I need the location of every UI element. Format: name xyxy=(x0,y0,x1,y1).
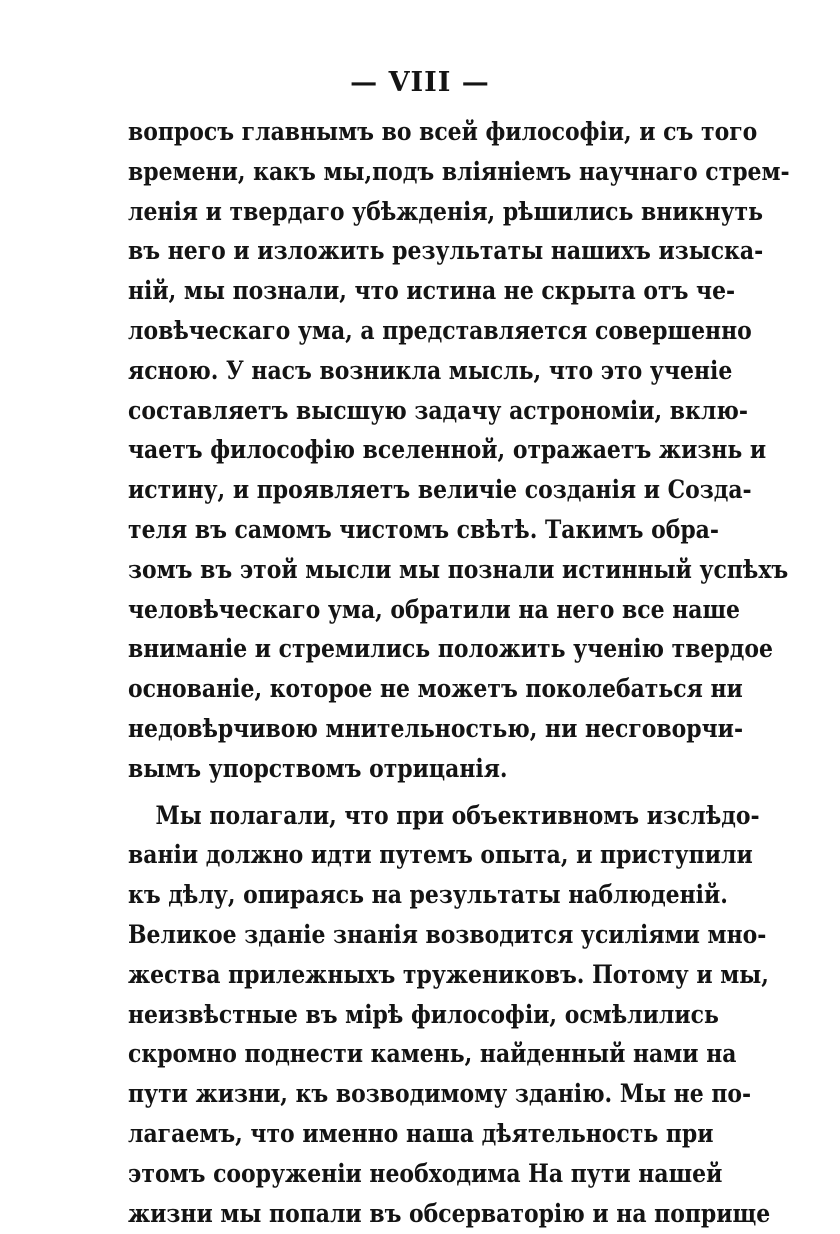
text-line: ловѣческаго ума, а представляется совершенно xyxy=(128,315,752,346)
page-number: — VIII — xyxy=(350,67,490,98)
text-line: Мы полагали, что при объективномъ изслѣдо- xyxy=(155,800,760,831)
text-line: лагаемъ, что именно наша дѣятельность при xyxy=(128,1118,714,1149)
paragraph-1 xyxy=(128,113,790,790)
text-line: основаніе, которое не можетъ поколебаться ни xyxy=(128,674,743,705)
text-line: человѣческаго ума, обратили на него все наше xyxy=(128,594,740,625)
text-line: зомъ въ этой мысли мы познали истинный успѣхъ xyxy=(128,554,789,585)
text-line: скромно поднести камень, найденный нами на xyxy=(128,1039,737,1070)
text-line: къ дѣлу, опираясь на результаты наблюденій. xyxy=(128,880,728,911)
text-line: времени, какъ мы,подъ вліяніемъ научнаго стрем- xyxy=(128,156,790,187)
text-line: недовѣрчивою мнительностью, ни несговорчи- xyxy=(128,713,744,744)
text-line: вымъ упорствомъ отрицанія. xyxy=(128,753,508,784)
text-line: составляетъ высшую задачу астрономіи, вклю- xyxy=(128,395,748,426)
text-line: ясною. У насъ возникла мысль, что это ученіе xyxy=(128,355,733,386)
text-line: ленія и твердаго убѣжденія, рѣшились вникнуть xyxy=(128,196,763,227)
paragraph-gap xyxy=(128,790,710,797)
text-line: истину, и проявляетъ величіе созданія и Созда- xyxy=(128,475,752,506)
text-line: вниманіе и стремились положить ученію твердое xyxy=(128,634,773,665)
text-line: жизни мы попали въ обсерваторію и на поприще xyxy=(128,1198,771,1229)
page-body xyxy=(128,113,790,1234)
text-line: неизвѣстные въ мірѣ философіи, осмѣлились xyxy=(128,999,719,1030)
text-line: пути жизни, къ возводимому зданію. Мы не по- xyxy=(128,1079,752,1110)
text-line: жества прилежныхъ тружениковъ. Потому и мы, xyxy=(128,959,769,990)
text-line: въ него и изложить результаты нашихъ изыска- xyxy=(128,236,764,267)
text-line: вопросъ главнымъ во всей философіи, и съ того xyxy=(128,117,758,147)
text-line: теля въ самомъ чистомъ свѣтѣ. Такимъ обра- xyxy=(128,514,720,545)
text-line: ній, мы познали, что истина не скрыта отъ че- xyxy=(128,276,736,307)
text-line: Великое зданіе знанія возводится усиліями мно- xyxy=(128,919,767,950)
text-line: чаетъ философію вселенной, отражаетъ жизнь и xyxy=(128,435,767,466)
paragraph-2 xyxy=(128,797,771,1234)
text-line: ваніи должно идти путемъ опыта, и приступили xyxy=(128,840,753,871)
text-line: этомъ сооруженіи необходима На пути нашей xyxy=(128,1158,723,1189)
